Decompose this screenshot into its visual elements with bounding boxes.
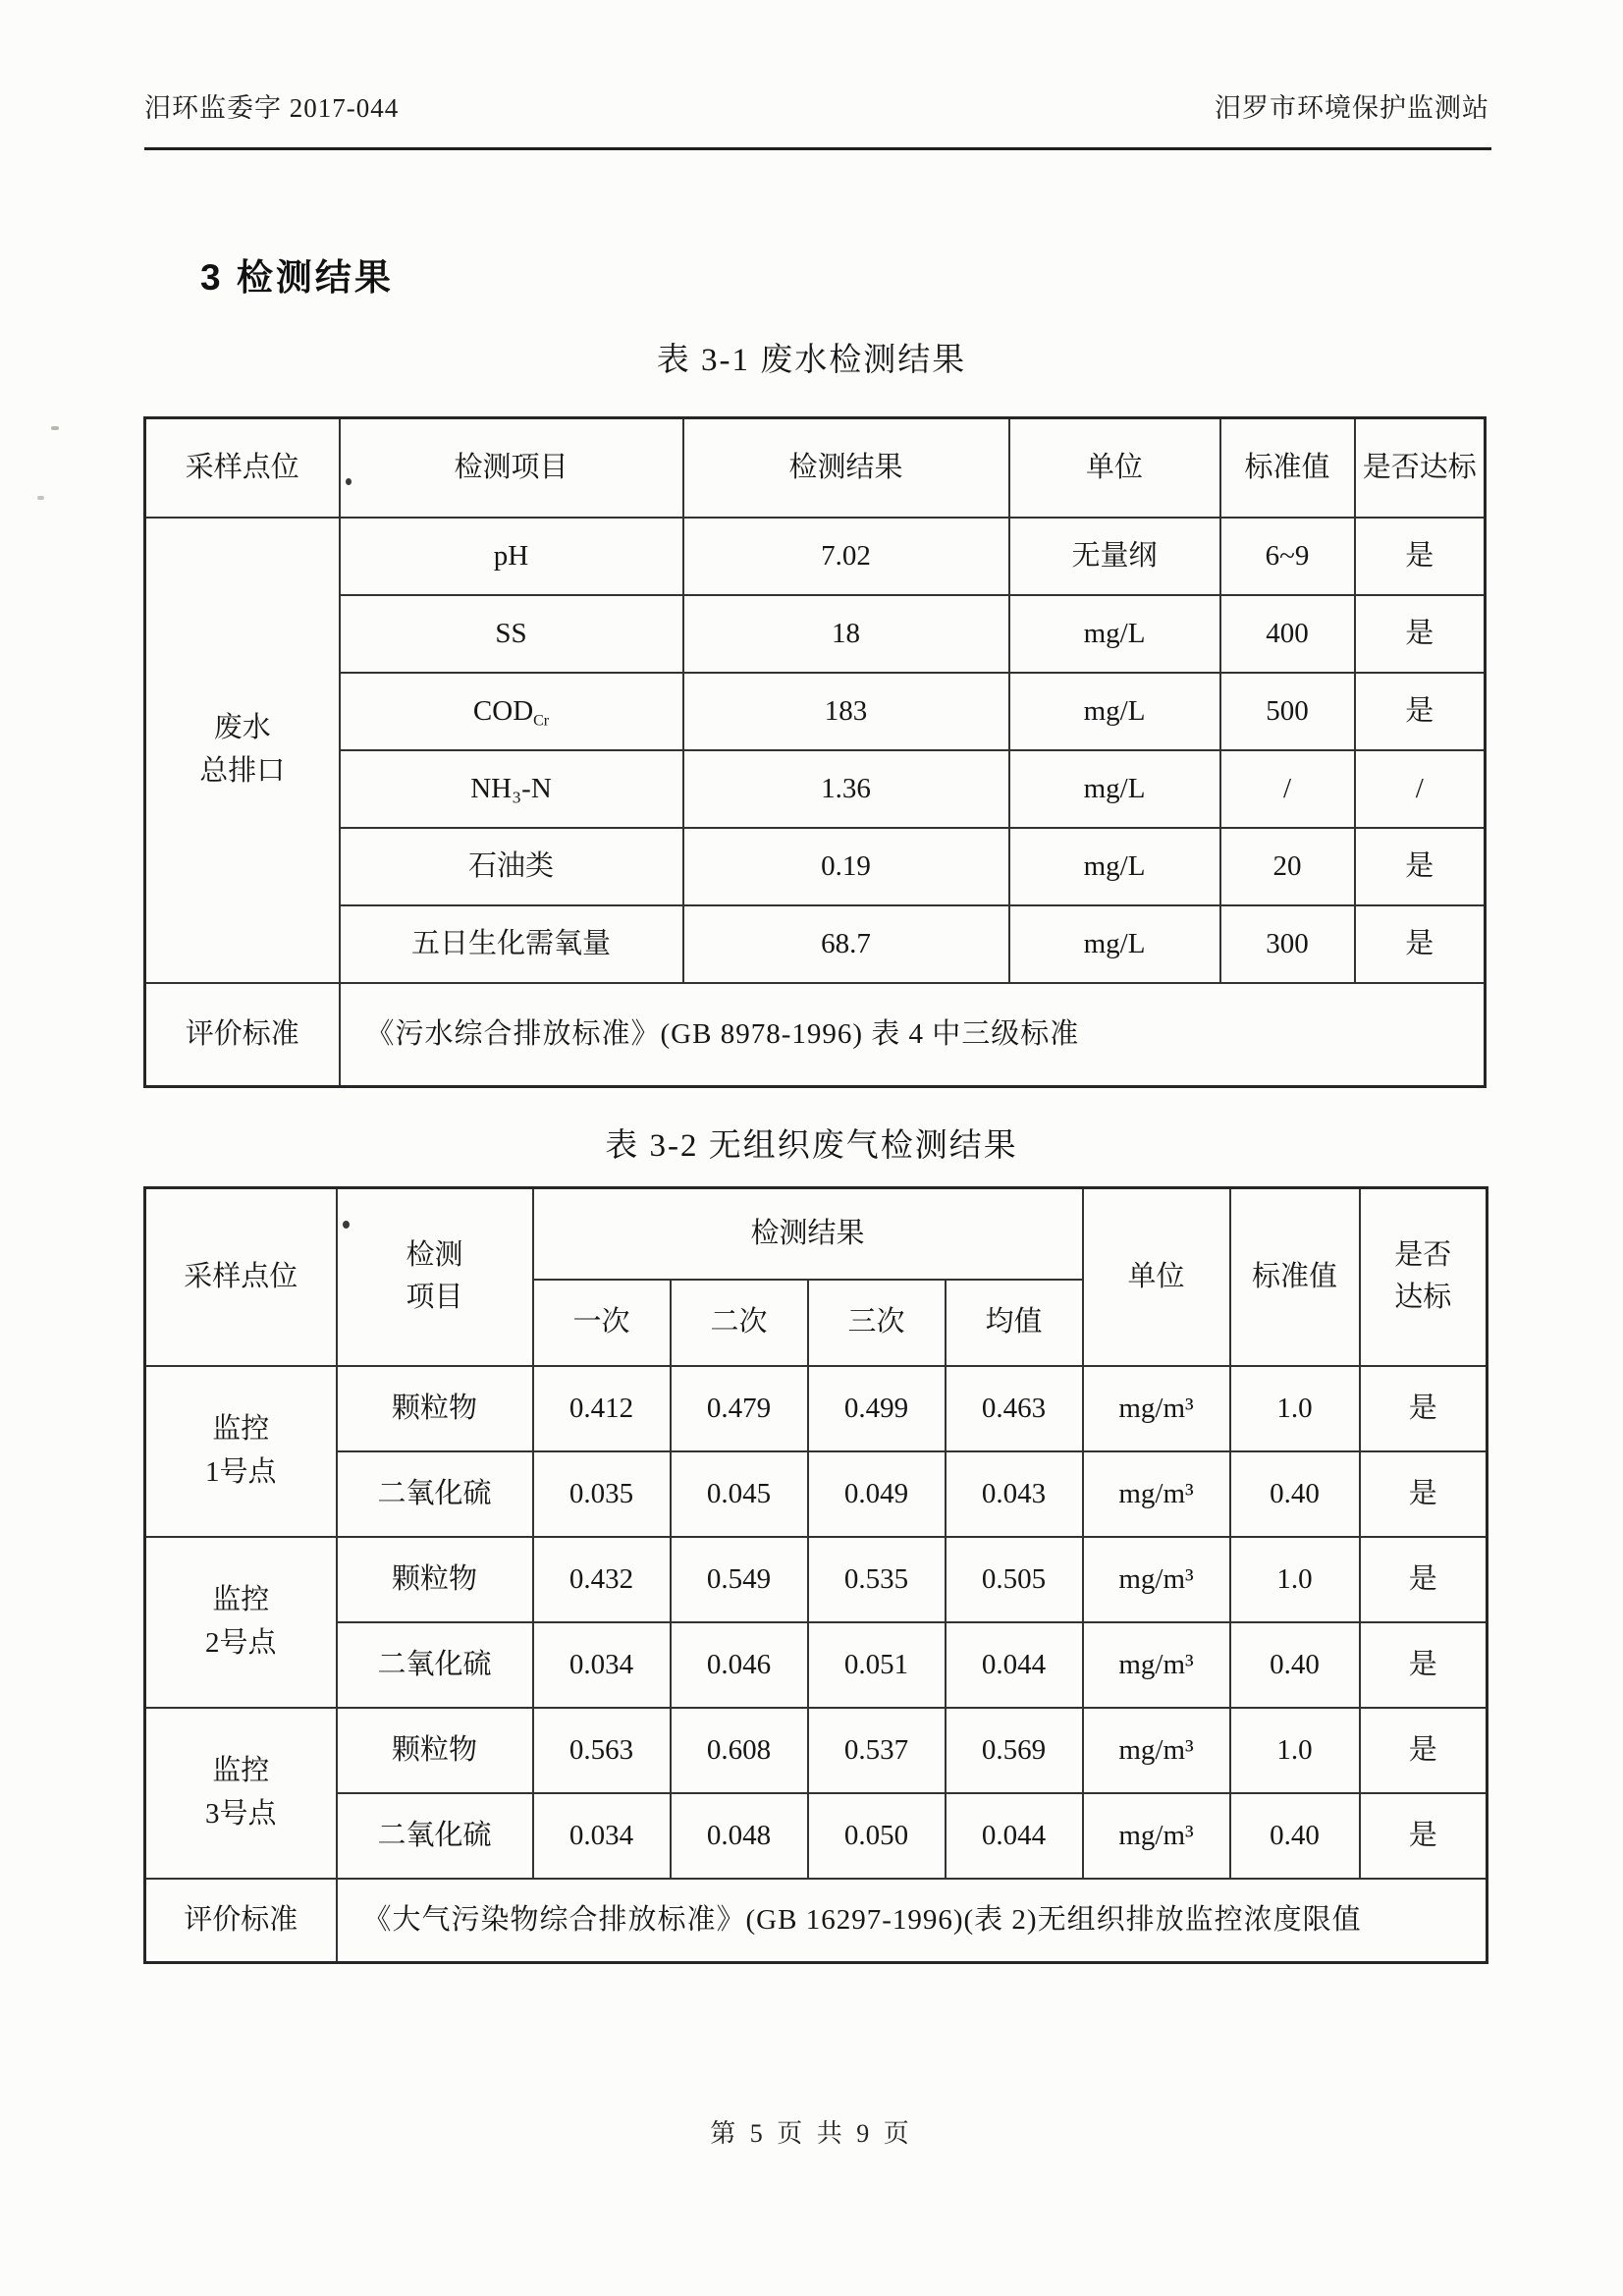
table-cell: 二氧化硫 bbox=[337, 1451, 533, 1537]
table-cell: 300 bbox=[1220, 905, 1355, 983]
table-cell: 0.043 bbox=[946, 1451, 1083, 1537]
table-cell: 0.045 bbox=[671, 1451, 808, 1537]
evaluation-label: 评价标准 bbox=[145, 1879, 337, 1963]
table1-header-row bbox=[145, 418, 1486, 518]
table-cell: 0.499 bbox=[808, 1366, 946, 1451]
table-cell: 0.479 bbox=[671, 1366, 808, 1451]
table-cell: 0.048 bbox=[671, 1793, 808, 1879]
column-header-sample-point: 采样点位 bbox=[145, 1188, 337, 1366]
table-cell: mg/L bbox=[1009, 828, 1220, 905]
evaluation-text: 《大气污染物综合排放标准》(GB 16297-1996)(表 2)无组织排放监控浓度限值 bbox=[337, 1879, 1488, 1963]
table-row bbox=[145, 518, 1486, 595]
scan-artifact bbox=[51, 426, 59, 430]
table-cell: 0.569 bbox=[946, 1708, 1083, 1793]
table-cell: 68.7 bbox=[683, 905, 1009, 983]
monitor-point-line2: 2号点 bbox=[204, 1626, 277, 1659]
table-cell: 0.049 bbox=[808, 1451, 946, 1537]
table-cell: 0.19 bbox=[683, 828, 1009, 905]
table-cell: mg/m³ bbox=[1083, 1451, 1230, 1537]
table-cell: 颗粒物 bbox=[337, 1708, 533, 1793]
table-cell: 五日生化需氧量 bbox=[340, 905, 683, 983]
table-cell: 是 bbox=[1360, 1537, 1488, 1622]
table-cell: mg/m³ bbox=[1083, 1708, 1230, 1793]
table-cell: 0.608 bbox=[671, 1708, 808, 1793]
column-header-parameter: 检测项目 bbox=[340, 418, 683, 518]
table-cell: 是 bbox=[1360, 1366, 1488, 1451]
table2-title: 表 3-2 无组织废气检测结果 bbox=[605, 1128, 1018, 1164]
table-cell: 0.051 bbox=[808, 1622, 946, 1708]
column-header-unit: 单位 bbox=[1083, 1188, 1230, 1366]
table-cell: mg/m³ bbox=[1083, 1537, 1230, 1622]
table-cell: 0.40 bbox=[1230, 1622, 1360, 1708]
table-cell: mg/m³ bbox=[1083, 1793, 1230, 1879]
table-cell: 20 bbox=[1220, 828, 1355, 905]
table-cell: 0.046 bbox=[671, 1622, 808, 1708]
table-cell: mg/L bbox=[1009, 595, 1220, 673]
ink-speck bbox=[346, 478, 352, 485]
table-cell: 0.40 bbox=[1230, 1793, 1360, 1879]
table-row bbox=[145, 1793, 1488, 1879]
parameter-header-line1: 检测 bbox=[406, 1238, 463, 1271]
column-header-pass: 是否达标 bbox=[1355, 418, 1486, 518]
pass-header-line2: 达标 bbox=[1394, 1282, 1452, 1314]
table-cell: 是 bbox=[1355, 828, 1486, 905]
monitor-point-cell bbox=[145, 1366, 337, 1537]
pass-header-line1: 是否 bbox=[1394, 1238, 1452, 1271]
column-header-parameter bbox=[337, 1188, 533, 1366]
table-cell: 石油类 bbox=[340, 828, 683, 905]
table-cell: 1.36 bbox=[683, 750, 1009, 828]
table-cell: 500 bbox=[1220, 673, 1355, 750]
table-cell: / bbox=[1355, 750, 1486, 828]
table-row bbox=[145, 1451, 1488, 1537]
table-cell: 无量纲 bbox=[1009, 518, 1220, 595]
column-header-sample-point: 采样点位 bbox=[145, 418, 340, 518]
monitor-point-line1: 监控 bbox=[212, 1413, 270, 1445]
table-cell: 7.02 bbox=[683, 518, 1009, 595]
table-cell: 0.549 bbox=[671, 1537, 808, 1622]
table-cell: 0.034 bbox=[533, 1622, 671, 1708]
table-cell: 颗粒物 bbox=[337, 1366, 533, 1451]
table1-title: 表 3-1 废水检测结果 bbox=[656, 343, 967, 378]
table-cell: 颗粒物 bbox=[337, 1537, 533, 1622]
column-header-run2: 二次 bbox=[671, 1280, 808, 1366]
monitor-point-line1: 监控 bbox=[212, 1755, 270, 1786]
table-cell: / bbox=[1220, 750, 1355, 828]
table-cell: 是 bbox=[1355, 518, 1486, 595]
scan-artifact bbox=[37, 496, 44, 500]
monitor-point-line1: 监控 bbox=[212, 1584, 270, 1615]
evaluation-standard-row bbox=[145, 983, 1486, 1087]
column-header-standard: 标准值 bbox=[1230, 1188, 1360, 1366]
ink-speck bbox=[343, 1221, 350, 1229]
column-header-average: 均值 bbox=[946, 1280, 1083, 1366]
table-cell: 0.044 bbox=[946, 1622, 1083, 1708]
table-cell: 0.563 bbox=[533, 1708, 671, 1793]
table-cell: 0.463 bbox=[946, 1366, 1083, 1451]
section-heading: 3 检测结果 bbox=[200, 257, 394, 298]
table-cell: 1.0 bbox=[1230, 1366, 1360, 1451]
column-header-result: 检测结果 bbox=[683, 418, 1009, 518]
page-number: 第 5 页 共 9 页 bbox=[710, 2119, 913, 2148]
table-cell: 0.535 bbox=[808, 1537, 946, 1622]
table-cell: 0.432 bbox=[533, 1537, 671, 1622]
table-row bbox=[145, 828, 1486, 905]
column-header-run1: 一次 bbox=[533, 1280, 671, 1366]
table-cell: mg/m³ bbox=[1083, 1622, 1230, 1708]
table-cell: 是 bbox=[1360, 1622, 1488, 1708]
cod-subscript: Cr bbox=[533, 712, 550, 730]
table-cell: 0.044 bbox=[946, 1793, 1083, 1879]
table-cell: 1.0 bbox=[1230, 1537, 1360, 1622]
monitor-point-line2: 3号点 bbox=[204, 1797, 277, 1830]
fugitive-gas-results-table bbox=[143, 1186, 1488, 1964]
header-rule bbox=[144, 147, 1491, 150]
table-row bbox=[145, 595, 1486, 673]
table-cell: 0.412 bbox=[533, 1366, 671, 1451]
monitor-point-line2: 1号点 bbox=[204, 1455, 277, 1488]
table-cell: 是 bbox=[1360, 1708, 1488, 1793]
table-row bbox=[145, 905, 1486, 983]
table-row bbox=[145, 1622, 1488, 1708]
table-cell: 1.0 bbox=[1230, 1708, 1360, 1793]
monitor-point-cell bbox=[145, 1708, 337, 1879]
table-cell: 是 bbox=[1355, 595, 1486, 673]
table-row bbox=[145, 673, 1486, 750]
table-cell bbox=[340, 673, 683, 750]
document-number: 汨环监委字 2017-044 bbox=[144, 93, 400, 123]
wastewater-results-table bbox=[143, 416, 1487, 1088]
column-header-result-group: 检测结果 bbox=[533, 1188, 1083, 1280]
table-cell: 是 bbox=[1355, 905, 1486, 983]
table-cell: SS bbox=[340, 595, 683, 673]
table-cell: 400 bbox=[1220, 595, 1355, 673]
table-row bbox=[145, 750, 1486, 828]
table-cell: mg/L bbox=[1009, 750, 1220, 828]
table-cell: 183 bbox=[683, 673, 1009, 750]
evaluation-standard-row bbox=[145, 1879, 1488, 1963]
table-cell: NH₃-N bbox=[340, 750, 683, 828]
table-row bbox=[145, 1366, 1488, 1451]
evaluation-text: 《污水综合排放标准》(GB 8978-1996) 表 4 中三级标准 bbox=[340, 983, 1486, 1087]
table-cell: 0.537 bbox=[808, 1708, 946, 1793]
parameter-header-line2: 项目 bbox=[406, 1282, 463, 1314]
column-header-unit: 单位 bbox=[1009, 418, 1220, 518]
table-cell: 18 bbox=[683, 595, 1009, 673]
column-header-standard: 标准值 bbox=[1220, 418, 1355, 518]
table-cell: pH bbox=[340, 518, 683, 595]
cod-label: COD bbox=[472, 694, 534, 727]
table-cell: mg/m³ bbox=[1083, 1366, 1230, 1451]
table-cell: 0.505 bbox=[946, 1537, 1083, 1622]
table-cell: 是 bbox=[1360, 1793, 1488, 1879]
table-cell: 0.050 bbox=[808, 1793, 946, 1879]
table-cell: 二氧化硫 bbox=[337, 1793, 533, 1879]
sample-point-cell bbox=[145, 518, 340, 983]
column-header-pass bbox=[1360, 1188, 1488, 1366]
table-row bbox=[145, 1708, 1488, 1793]
table-cell: 0.034 bbox=[533, 1793, 671, 1879]
sample-point-line1: 废水 bbox=[213, 712, 271, 743]
table2-header-row1 bbox=[145, 1188, 1488, 1280]
column-header-run3: 三次 bbox=[808, 1280, 946, 1366]
table-cell: mg/L bbox=[1009, 673, 1220, 750]
table-cell: 6~9 bbox=[1220, 518, 1355, 595]
monitor-point-cell bbox=[145, 1537, 337, 1708]
sample-point-line2: 总排口 bbox=[199, 754, 286, 787]
table-cell: mg/L bbox=[1009, 905, 1220, 983]
table-cell: 是 bbox=[1355, 673, 1486, 750]
table-cell: 0.035 bbox=[533, 1451, 671, 1537]
table-cell: 是 bbox=[1360, 1451, 1488, 1537]
table-cell: 0.40 bbox=[1230, 1451, 1360, 1537]
evaluation-label: 评价标准 bbox=[145, 983, 340, 1087]
organization-name: 汨罗市环境保护监测站 bbox=[1215, 93, 1489, 123]
table-row bbox=[145, 1537, 1488, 1622]
table-cell: 二氧化硫 bbox=[337, 1622, 533, 1708]
